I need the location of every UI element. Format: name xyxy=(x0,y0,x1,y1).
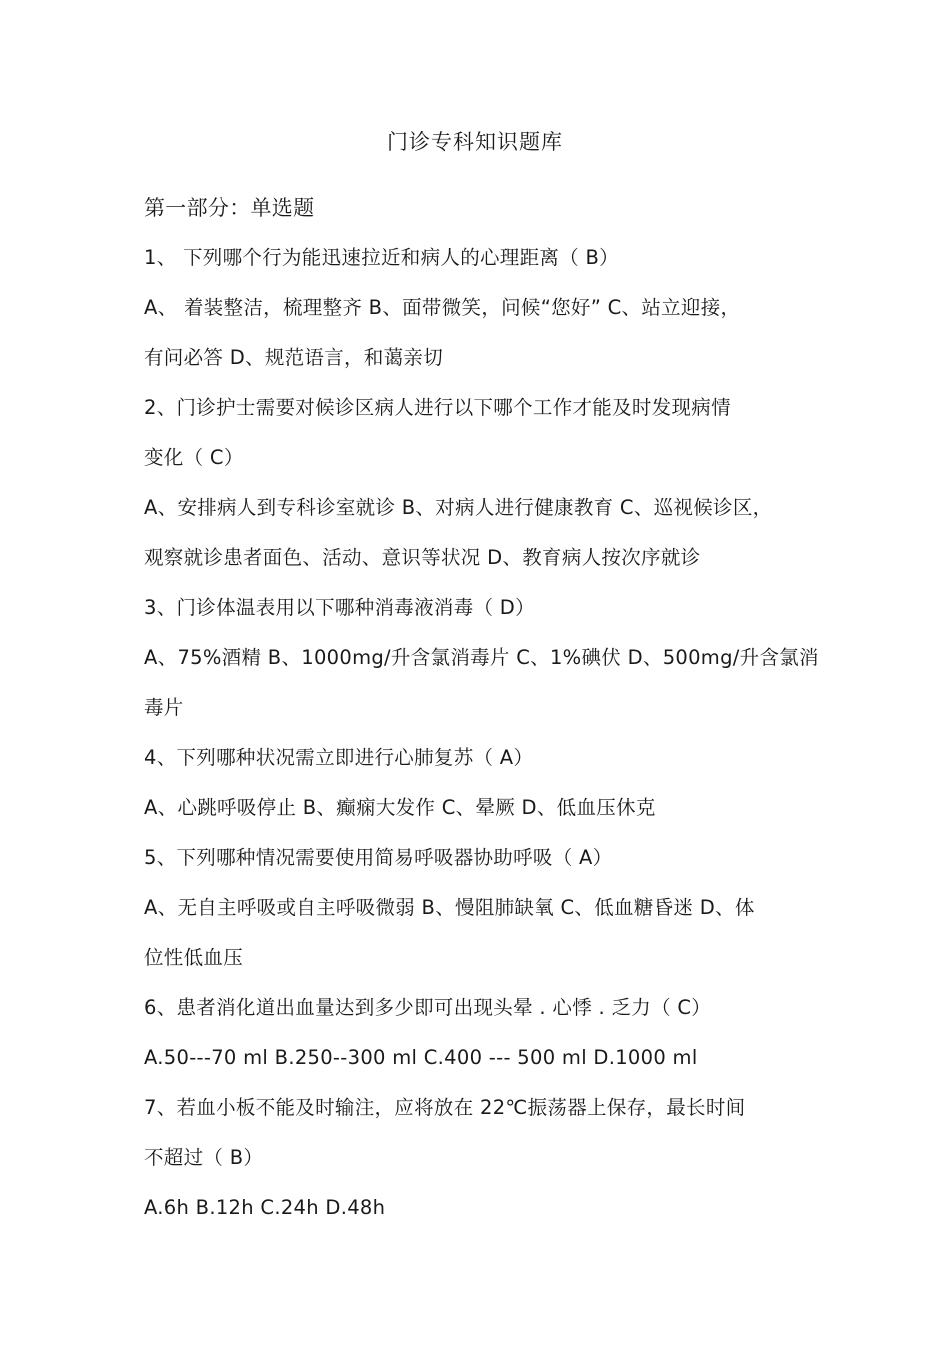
question-5: 5、下列哪种情况需要使用简易呼吸器协助呼吸（ A） xyxy=(144,846,613,869)
question-7: 7、若血小板不能及时输注，应将放在 22℃振荡器上保存，最长时间 xyxy=(144,1096,746,1119)
question-5-options: A、无自主呼吸或自主呼吸微弱 B、慢阻肺缺氧 C、低血糖昏迷 D、体 xyxy=(144,896,755,919)
question-2: 2、门诊护士需要对候诊区病人进行以下哪个工作才能及时发现病情 xyxy=(144,396,731,419)
question-7-options: A.6h B.12h C.24h D.48h xyxy=(144,1196,386,1219)
question-6: 6、患者消化道出血量达到多少即可出现头晕 . 心悸 . 乏力（ C） xyxy=(144,996,712,1019)
question-7-cont: 不超过（ B） xyxy=(144,1146,264,1169)
question-3-options-cont: 毒片 xyxy=(144,696,184,719)
question-2-options-cont: 观察就诊患者面色、活动、意识等状况 D、教育病人按次序就诊 xyxy=(144,546,701,569)
question-2-cont: 变化（ C） xyxy=(144,446,244,469)
question-6-options: A.50---70 ml B.250--300 ml C.400 --- 500 ml D.1000 ml xyxy=(144,1046,698,1069)
section-heading: 第一部分：单选题 xyxy=(144,196,315,220)
question-1: 1、 下列哪个行为能迅速拉近和病人的心理距离（ B） xyxy=(144,246,619,269)
question-1-options-cont: 有问必答 D、规范语言，和蔼亲切 xyxy=(144,346,444,369)
question-3: 3、门诊体温表用以下哪种消毒液消毒（ D） xyxy=(144,596,535,619)
question-3-options: A、75%酒精 B、1000mg/升含氯消毒片 C、1%碘伏 D、500mg/升含氯消 xyxy=(144,646,819,669)
page-title: 门诊专科知识题库 xyxy=(387,130,563,154)
question-1-options: A、 着装整洁，梳理整齐 B、面带微笑，问候“您好” C、站立迎接， xyxy=(144,296,741,319)
question-5-options-cont: 位性低血压 xyxy=(144,946,244,969)
question-4: 4、下列哪种状况需立即进行心肺复苏（ A） xyxy=(144,746,534,769)
question-2-options: A、安排病人到专科诊室就诊 B、对病人进行健康教育 C、巡视候诊区， xyxy=(144,496,773,519)
question-4-options: A、心跳呼吸停止 B、癫痫大发作 C、晕厥 D、低血压休克 xyxy=(144,796,656,819)
